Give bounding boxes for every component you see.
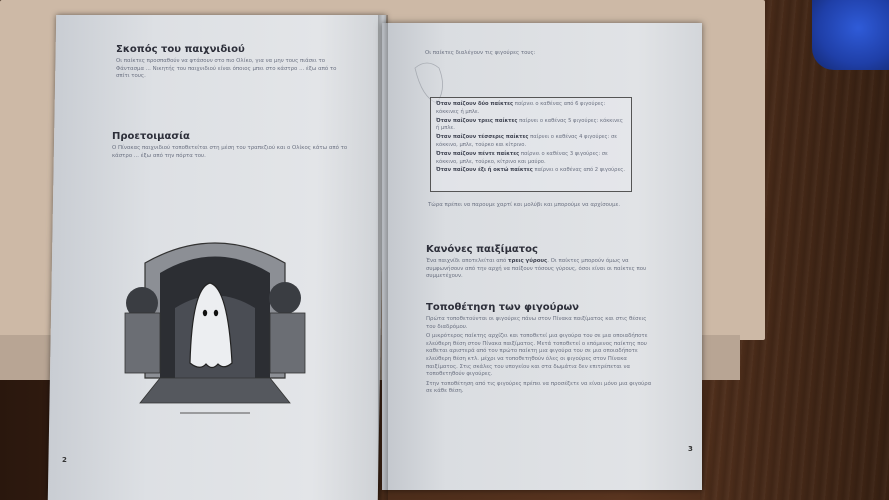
blue-cloth xyxy=(812,0,889,70)
box-line-6-8-players: Όταν παίζουν έξι ή οκτώ παίκτες παίρνει ο καθένας από 2 φιγούρες. xyxy=(436,167,625,174)
stone-path xyxy=(140,378,290,403)
heading-placement: Τοποθέτηση των φιγούρων xyxy=(426,302,579,313)
heading-prep: Προετοιμασία xyxy=(112,131,190,142)
placement-paragraph-2: Ο μικρότερος παίκτης αρχίζει και τοποθετεί μια φιγούρα του σε μια οποιαδήποτε ελεύθερη θέση στον Πίνακα παιξίματος. Μετά τοποθετεί ο επόμενος παίκτης που καθεται αριστερά από τον πρώτο παίκτη μια φιγούρα του σε μια οποιαδήποτε ελεύθερη θέση κτλ. μέχρι να τοποθετηθούν όλες οι φιγούρες στον Πίνακα παιξίματος. Στις σκάλες του υπογείου και στα δωμάτια δεν επιτρέπεται να τοποθετηθούν φιγούρες. xyxy=(426,333,648,378)
book-gutter xyxy=(378,15,388,500)
haunted-castle-illustration xyxy=(120,228,310,418)
prep-text xyxy=(112,145,352,162)
goal-paragraph: Οι παίκτες προσπαθούν να φτάσουν στο πιο Ολίκο, για να μην τους πιάσει το Φάντασμα ... Νικητής του παιχνιδιού είναι όποιος μπει στο κάστρο ... έξω από το σπίτι τους. xyxy=(116,58,337,80)
placement-paragraph-3: Στην τοποθέτηση από τις φιγούρες πρέπει να προσέξετε να είναι μόνο μια φιγούρα σε κάθε θέση. xyxy=(426,380,652,395)
ghost-eye-left xyxy=(203,310,207,316)
heading-rules: Κανόνες παιξίματος xyxy=(426,244,538,255)
figures-intro: Οι παίκτες διαλέγουν τις φιγούρες τους: xyxy=(425,50,536,56)
box-line-3-players: Όταν παίζουν τρεις παίκτες παίρνει ο καθένας 5 φιγούρες: κόκκινες ή μπλε. xyxy=(436,117,623,132)
rules-paragraph: Ένα παιχνίδι αποτελείται από τρεις γύρους. Οι παίκτες μπορούν όμως να συμφωνήσουν από την αρχή να παίξουν τόσους γύρους, όσοι είναι οι παίκτες που συμμετέχουν. xyxy=(426,258,647,280)
left-page-number: 2 xyxy=(62,456,67,464)
right-page-number: 3 xyxy=(688,445,693,453)
rules-text xyxy=(426,258,651,283)
placement-text xyxy=(426,316,654,398)
ghost-eye-right xyxy=(214,310,218,316)
bush-right xyxy=(269,282,301,314)
pillar-left xyxy=(125,313,160,373)
heading-goal: Σκοπός του παιχνιδιού xyxy=(116,44,245,55)
box-line-4-players: Όταν παίζουν τέσσερις παίκτες παίρνει ο καθένας 4 φιγούρες: σε κόκκινο, μπλε, τούρκο και κίτρινο. xyxy=(436,134,618,148)
figures-per-player-box xyxy=(430,97,632,192)
box-line-5-players: Όταν παίζουν πέντε παίκτες παίρνει ο καθένας 3 φιγούρες: σε κόκκινο, μπλε, τούρκο, κίτρινο και μαύρο. xyxy=(436,150,608,165)
placement-paragraph-1: Πρώτα τοποθετούνται οι φιγούρες πάνω στον Πίνακα παιξίματος και στις θέσεις του διαδρόμου. xyxy=(426,316,647,330)
pillar-right xyxy=(270,313,305,373)
prep-paragraph: Ο Πίνακας παιχνιδιού τοποθετείται στη μέση του τραπεζιού και ο Ολίκος κάτω από το κάστρο ... έξω από την πόρτα του. xyxy=(112,145,348,159)
goal-text xyxy=(116,58,351,83)
box-line-2-players: Όταν παίζουν δύο παίκτες παίρνει ο καθένας από 6 φιγούρες: κόκκινες ή μπλε. xyxy=(436,101,606,115)
after-box-text: Τώρα πρέπει να παρουμε χαρτί και μολύβι και μπορούμε να αρχίσουμε. xyxy=(428,202,621,208)
